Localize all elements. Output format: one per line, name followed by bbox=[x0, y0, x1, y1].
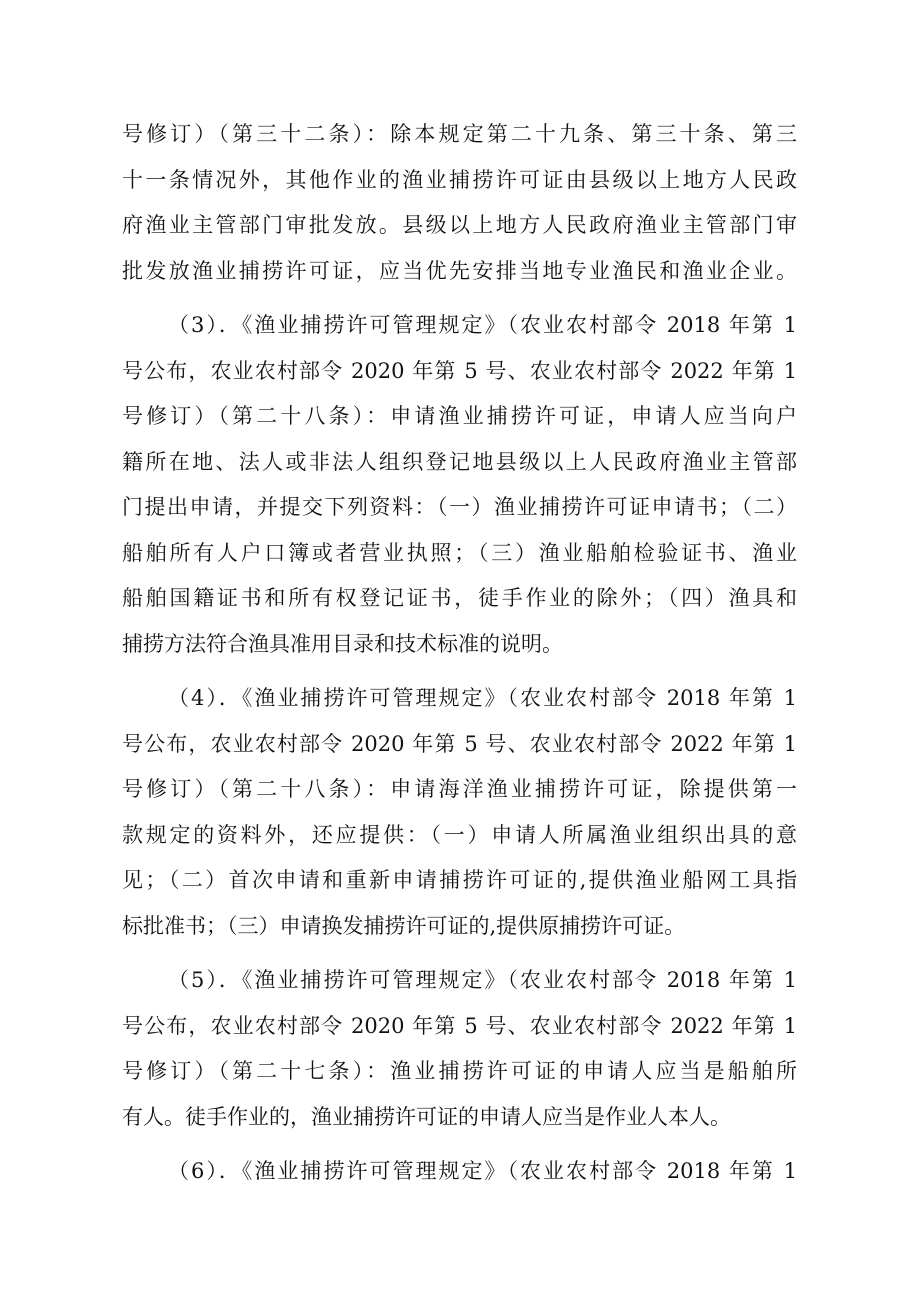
text-line: 号公布，农业农村部令 2020 年第 5 号、农业农村部令 2022 年第 1 bbox=[122, 731, 797, 756]
text-line: 款规定的资料外，还应提供：（一）申请人所属渔业组织出具的意 bbox=[122, 822, 797, 847]
text-line: 号公布，农业农村部令 2020 年第 5 号、农业农村部令 2022 年第 1 bbox=[122, 1013, 797, 1038]
paragraph-item-6 bbox=[122, 1149, 797, 1195]
paragraph-item-4 bbox=[122, 676, 797, 949]
text-line: 批发放渔业捕捞许可证，应当优先安排当地专业渔民和渔业企业。 bbox=[122, 258, 797, 283]
document-body bbox=[122, 112, 797, 1195]
text-line: 见；（二）首次申请和重新申请捕捞许可证的,提供渔业船网工具指 bbox=[122, 868, 797, 892]
text-line: 捕捞方法符合渔具准用目录和技术标准的说明。 bbox=[122, 631, 563, 656]
text-line: 府渔业主管部门审批发放。县级以上地方人民政府渔业主管部门审 bbox=[122, 213, 797, 237]
text-line: 门提出申请，并提交下列资料：（一）渔业捕捞许可证申请书；（二） bbox=[122, 495, 797, 519]
text-line: 标批准书；（三）申请换发捕捞许可证的,提供原捕捞许可证。 bbox=[122, 913, 686, 938]
text-line: （5）．《渔业捕捞许可管理规定》（农业农村部令 2018 年第 1 bbox=[168, 968, 797, 992]
text-line: 号修订）（第二十七条）：渔业捕捞许可证的申请人应当是船舶所 bbox=[122, 1059, 797, 1083]
paragraph-item-3 bbox=[122, 303, 797, 667]
text-line: 十一条情况外，其他作业的渔业捕捞许可证由县级以上地方人民政 bbox=[122, 167, 797, 192]
text-line: 籍所在地、法人或非法人组织登记地县级以上人民政府渔业主管部 bbox=[122, 449, 797, 474]
text-line: 号修订）（第二十八条）：申请海洋渔业捕捞许可证，除提供第一 bbox=[122, 777, 797, 801]
text-line: （3）．《渔业捕捞许可管理规定》（农业农村部令 2018 年第 1 bbox=[168, 313, 797, 337]
text-line: 船舶国籍证书和所有权登记证书，徒手作业的除外；（四）渔具和 bbox=[122, 586, 797, 610]
paragraph-article-32-continued bbox=[122, 112, 797, 294]
text-line: 船舶所有人户口簿或者营业执照；（三）渔业船舶检验证书、渔业 bbox=[122, 540, 797, 565]
text-line: 号修订）（第三十二条）：除本规定第二十九条、第三十条、第三 bbox=[122, 122, 797, 146]
text-line: （4）．《渔业捕捞许可管理规定》（农业农村部令 2018 年第 1 bbox=[168, 686, 797, 710]
text-line: （6）．《渔业捕捞许可管理规定》（农业农村部令 2018 年第 1 bbox=[168, 1159, 797, 1183]
paragraph-item-5 bbox=[122, 958, 797, 1140]
text-line: 号修订）（第二十八条）：申请渔业捕捞许可证，申请人应当向户 bbox=[122, 404, 797, 428]
text-line: 有人。徒手作业的，渔业捕捞许可证的申请人应当是作业人本人。 bbox=[122, 1104, 731, 1129]
text-line: 号公布，农业农村部令 2020 年第 5 号、农业农村部令 2022 年第 1 bbox=[122, 358, 797, 383]
